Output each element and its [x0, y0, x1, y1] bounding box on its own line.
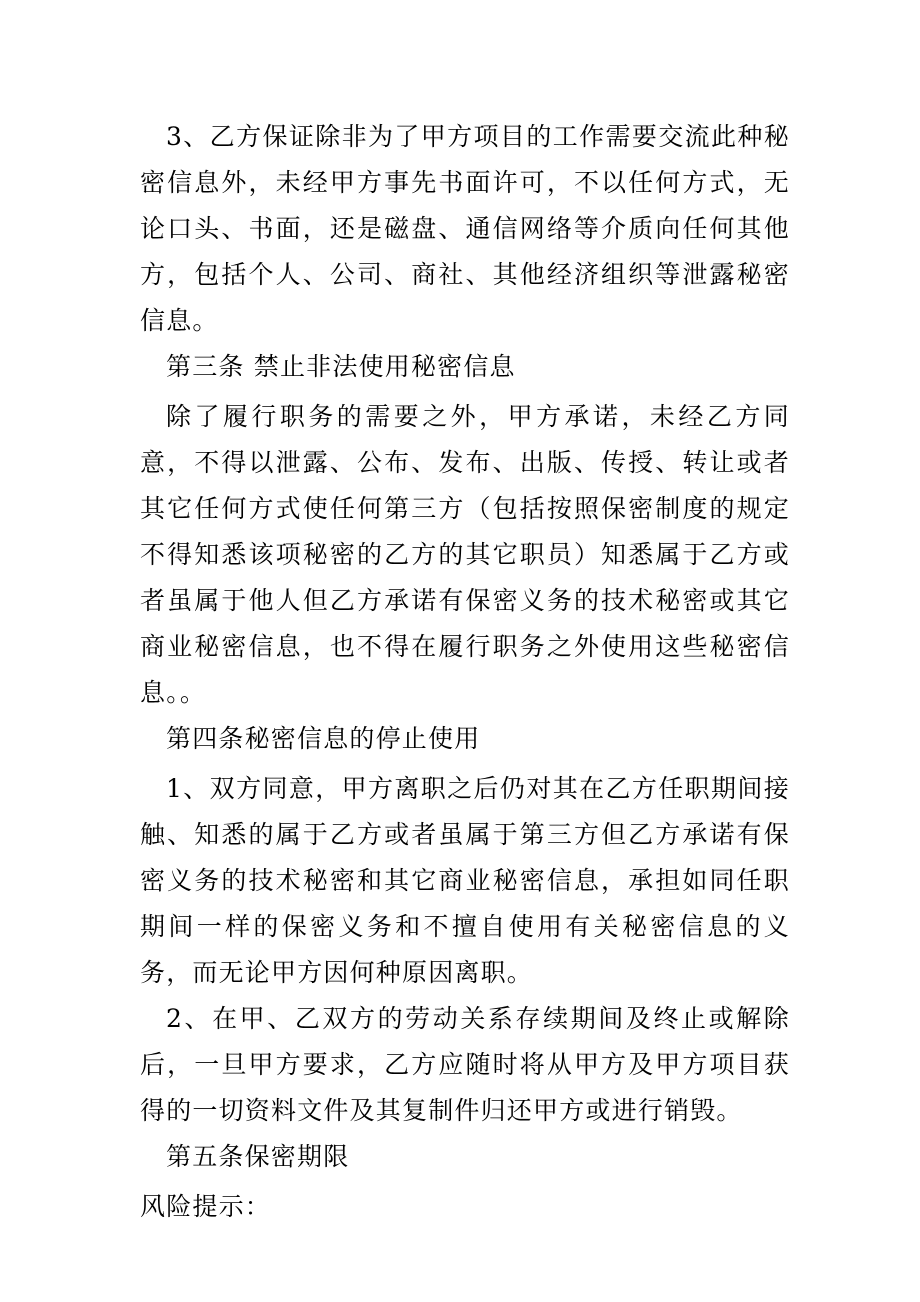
- paragraph-article-3-body: 除了履行职务的需要之外，甲方承诺，未经乙方同意，不得以泄露、公布、发布、出版、传授、转让或者其它任何方式使任何第三方（包括按照保密制度的规定不得知悉该项秘密的乙方的其它职员）知悉属于乙方或者虽属于他人但乙方承诺有保密义务的技术秘密或其它商业秘密信息，也不得在履行职务之外使用这些秘密信息。。: [140, 402, 790, 707]
- heading-article-4: 第四条秘密信息的停止使用: [166, 724, 481, 753]
- paragraph-clause-3: 3、乙方保证除非为了甲方项目的工作需要交流此种秘密信息外，未经甲方事先书面许可，不以任何方式，无论口头、书面，还是磁盘、通信网络等介质向任何其他方，包括个人、公司、商社、其他经济组织等泄露秘密信息。: [140, 122, 790, 335]
- paragraph-article-4-clause-2: 2、在甲、乙双方的劳动关系存续期间及终止或解除后，一旦甲方要求，乙方应随时将从甲方及甲方项目获得的一切资料文件及其复制件归还甲方或进行销毁。: [140, 1004, 790, 1125]
- heading-article-5: 第五条保密期限: [166, 1142, 350, 1171]
- risk-notice-label: 风险提示：: [140, 1192, 272, 1221]
- document-page: [140, 114, 790, 1230]
- heading-article-3: 第三条 禁止非法使用秘密信息: [166, 352, 516, 381]
- paragraph-article-4-clause-1: 1、双方同意，甲方离职之后仍对其在乙方任职期间接触、知悉的属于乙方或者虽属于第三方但乙方承诺有保密义务的技术秘密和其它商业秘密信息，承担如同任职期间一样的保密义务和不擅自使用有关秘密信息的义务，而无论甲方因何种原因离职。: [140, 774, 790, 987]
